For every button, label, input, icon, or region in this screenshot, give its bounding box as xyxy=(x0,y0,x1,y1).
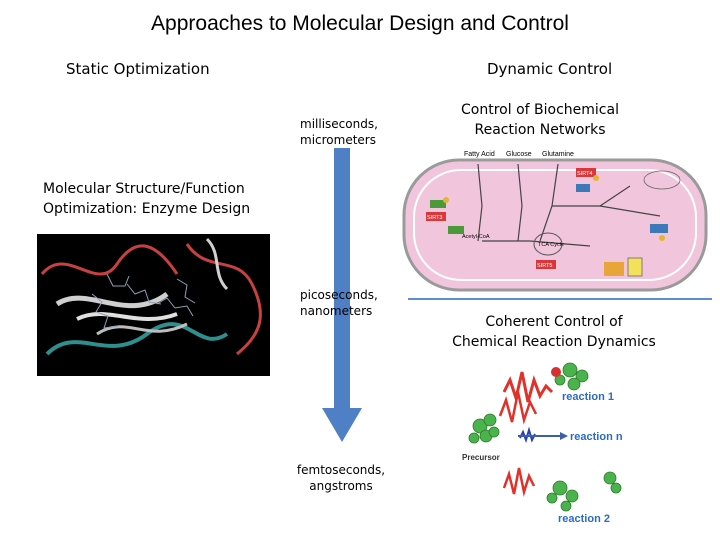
static-optimization-heading: Static Optimization xyxy=(66,60,210,78)
coherent-control-line1: Coherent Control of xyxy=(485,314,623,330)
label-glucose: Glucose xyxy=(506,151,532,158)
scale-bottom-line1: femtoseconds, xyxy=(296,463,386,477)
section-divider xyxy=(408,298,712,300)
scale-middle-line2: nanometers xyxy=(300,304,373,318)
scale-arrow-shaft xyxy=(334,148,350,414)
label-sirt5: SIRT5 xyxy=(537,263,553,269)
enzyme-structure-image xyxy=(37,234,270,376)
mitochondria-pathway-diagram xyxy=(400,146,710,294)
enzyme-structure-graphic xyxy=(37,234,270,376)
label-tca: TCA Cycle xyxy=(538,242,564,248)
label-reaction-2: reaction 2 xyxy=(558,513,610,525)
coherent-control-caption xyxy=(440,312,668,352)
scale-top-label xyxy=(300,116,378,148)
label-precursor: Precursor xyxy=(462,453,500,462)
label-reaction-1: reaction 1 xyxy=(562,391,614,403)
label-fatty-acid: Fatty Acid xyxy=(464,151,495,158)
scale-top-line2: micrometers xyxy=(300,133,376,147)
label-glutamine: Glutamine xyxy=(542,151,574,158)
biochemical-networks-line2: Reaction Networks xyxy=(474,122,606,138)
label-reaction-n: reaction n xyxy=(570,431,623,443)
red-pulse-wave xyxy=(504,372,552,402)
enzyme-design-caption-line2: Optimization: Enzyme Design xyxy=(43,201,251,217)
label-sirt4: SIRT4 xyxy=(577,171,593,177)
scale-bottom-label xyxy=(295,462,387,494)
biochemical-networks-caption xyxy=(430,100,650,140)
enzyme-design-caption-line1: Molecular Structure/Function xyxy=(43,181,245,197)
enzyme-design-caption xyxy=(43,179,250,219)
biochemical-networks-line1: Control of Biochemical xyxy=(461,102,619,118)
scale-arrow-head xyxy=(322,408,362,442)
scale-top-line1: milliseconds, xyxy=(300,117,378,131)
label-sirt3: SIRT3 xyxy=(427,215,443,221)
dynamic-control-heading: Dynamic Control xyxy=(487,60,613,78)
page-title: Approaches to Molecular Design and Control xyxy=(151,12,569,35)
scale-middle-line1: picoseconds, xyxy=(300,288,378,302)
reaction-dynamics-graphic xyxy=(460,356,640,536)
scale-bottom-line2: angstroms xyxy=(309,479,373,493)
scale-middle-label xyxy=(300,287,378,319)
label-acetyl-coa: Acetyl-CoA xyxy=(462,234,490,240)
coherent-control-line2: Chemical Reaction Dynamics xyxy=(452,334,656,350)
